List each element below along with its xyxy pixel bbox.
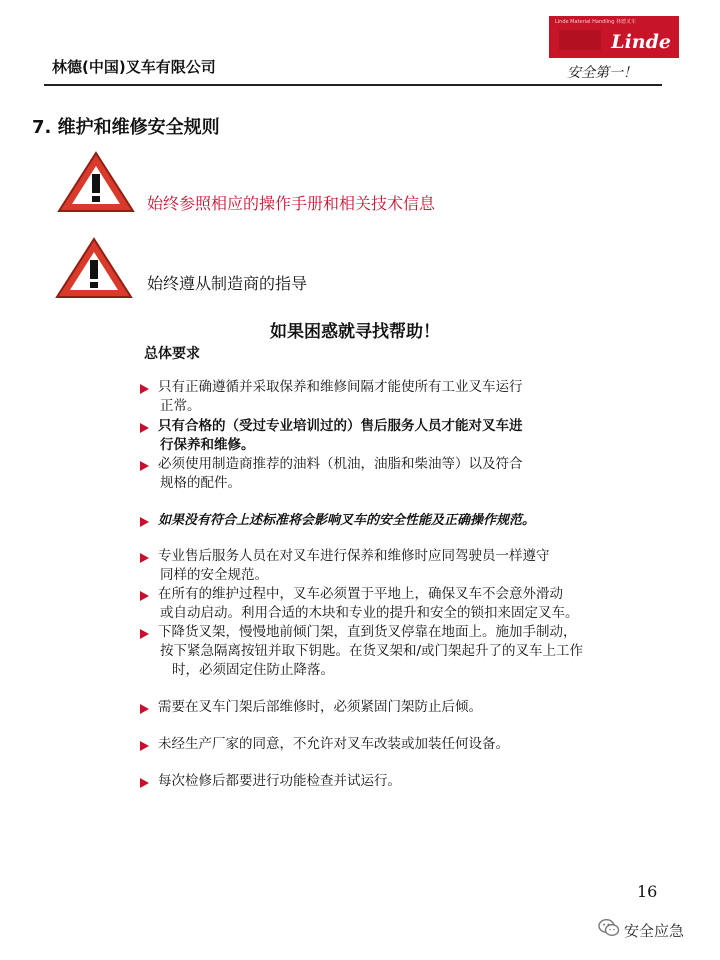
list-item-line: 需要在叉车门架后部维修时，必须紧固门架防止后倾。	[158, 699, 482, 715]
warning-triangle-icon	[56, 150, 136, 218]
list-item-line: 按下紧急隔离按钮并取下钥匙。在货叉架和/或门架起升了的叉车上工作	[160, 643, 584, 659]
warning-text-manual: 始终参照相应的操作手册和相关技术信息	[147, 194, 436, 213]
watermark	[598, 918, 684, 942]
list-item	[140, 417, 680, 455]
company-name: 林德(中国)叉车有限公司	[52, 58, 216, 76]
list-item-line: 下降货叉架，慢慢地前倾门架，直到货叉停靠在地面上。施加手制动，	[158, 624, 577, 640]
arrow-bullet-icon	[140, 553, 149, 563]
wechat-icon	[598, 918, 620, 942]
list-item-line: 规格的配件。	[160, 475, 241, 491]
list-item-line: 正常。	[160, 398, 201, 414]
list-item-line: 必须使用制造商推荐的油料（机油，油脂和柴油等）以及符合	[158, 456, 523, 472]
logo-text: Linde	[611, 31, 671, 53]
arrow-bullet-icon	[140, 778, 149, 788]
list-item	[140, 455, 680, 493]
logo-shade	[559, 30, 601, 50]
linde-logo	[549, 16, 679, 58]
list-item-line: 同样的安全规范。	[160, 567, 268, 583]
logo-tagline: Linde Material Handling 林德叉车	[555, 19, 636, 25]
list-item	[140, 511, 680, 530]
list-item	[140, 585, 680, 623]
arrow-bullet-icon	[140, 591, 149, 601]
arrow-bullet-icon	[140, 741, 149, 751]
list-item	[140, 547, 680, 585]
arrow-bullet-icon	[140, 461, 149, 471]
list-item	[140, 623, 680, 680]
requirements-heading: 总体要求	[144, 346, 200, 362]
warning-text-manufacturer: 始终遵从制造商的指导	[147, 274, 308, 293]
list-item-line: 专业售后服务人员在对叉车进行保养和维修时应同驾驶员一样遵守	[158, 548, 550, 564]
rules-list	[140, 378, 680, 791]
warning-triangle-icon	[54, 236, 134, 304]
list-item-line: 或自动启动。利用合适的木块和专业的提升和安全的锁扣来固定叉车。	[160, 605, 579, 621]
list-item-line: 行保养和维修。	[160, 437, 255, 453]
watermark-text: 安全应急	[624, 921, 685, 940]
arrow-bullet-icon	[140, 423, 149, 433]
arrow-bullet-icon	[140, 629, 149, 639]
list-item-line: 如果没有符合上述标准将会影响叉车的安全性能及正确操作规范。	[158, 513, 536, 528]
arrow-bullet-icon	[140, 384, 149, 394]
list-item	[140, 698, 680, 717]
header-divider	[44, 84, 662, 86]
arrow-bullet-icon	[140, 704, 149, 714]
list-item	[140, 378, 680, 416]
list-item-line: 只有合格的（受过专业培训过的）售后服务人员才能对叉车进	[158, 418, 523, 434]
section-title: 7. 维护和维修安全规则	[32, 117, 220, 138]
page-number: 16	[637, 882, 658, 901]
list-item-line: 在所有的维护过程中，叉车必须置于平地上，确保叉车不会意外滑动	[158, 586, 563, 602]
list-item-line: 只有正确遵循并采取保养和维修间隔才能使所有工业叉车运行	[158, 379, 523, 395]
list-item-line: 时，必须固定住防止降落。	[172, 662, 334, 678]
list-item-line: 未经生产厂家的同意，不允许对叉车改装或加装任何设备。	[158, 736, 509, 752]
list-item-line: 每次检修后都要进行功能检查并试运行。	[158, 773, 401, 789]
list-item	[140, 772, 680, 791]
list-item	[140, 735, 680, 754]
safety-slogan: 安全第一！	[567, 65, 637, 81]
help-heading: 如果困惑就寻找帮助！	[270, 322, 440, 342]
arrow-bullet-icon	[140, 517, 149, 527]
